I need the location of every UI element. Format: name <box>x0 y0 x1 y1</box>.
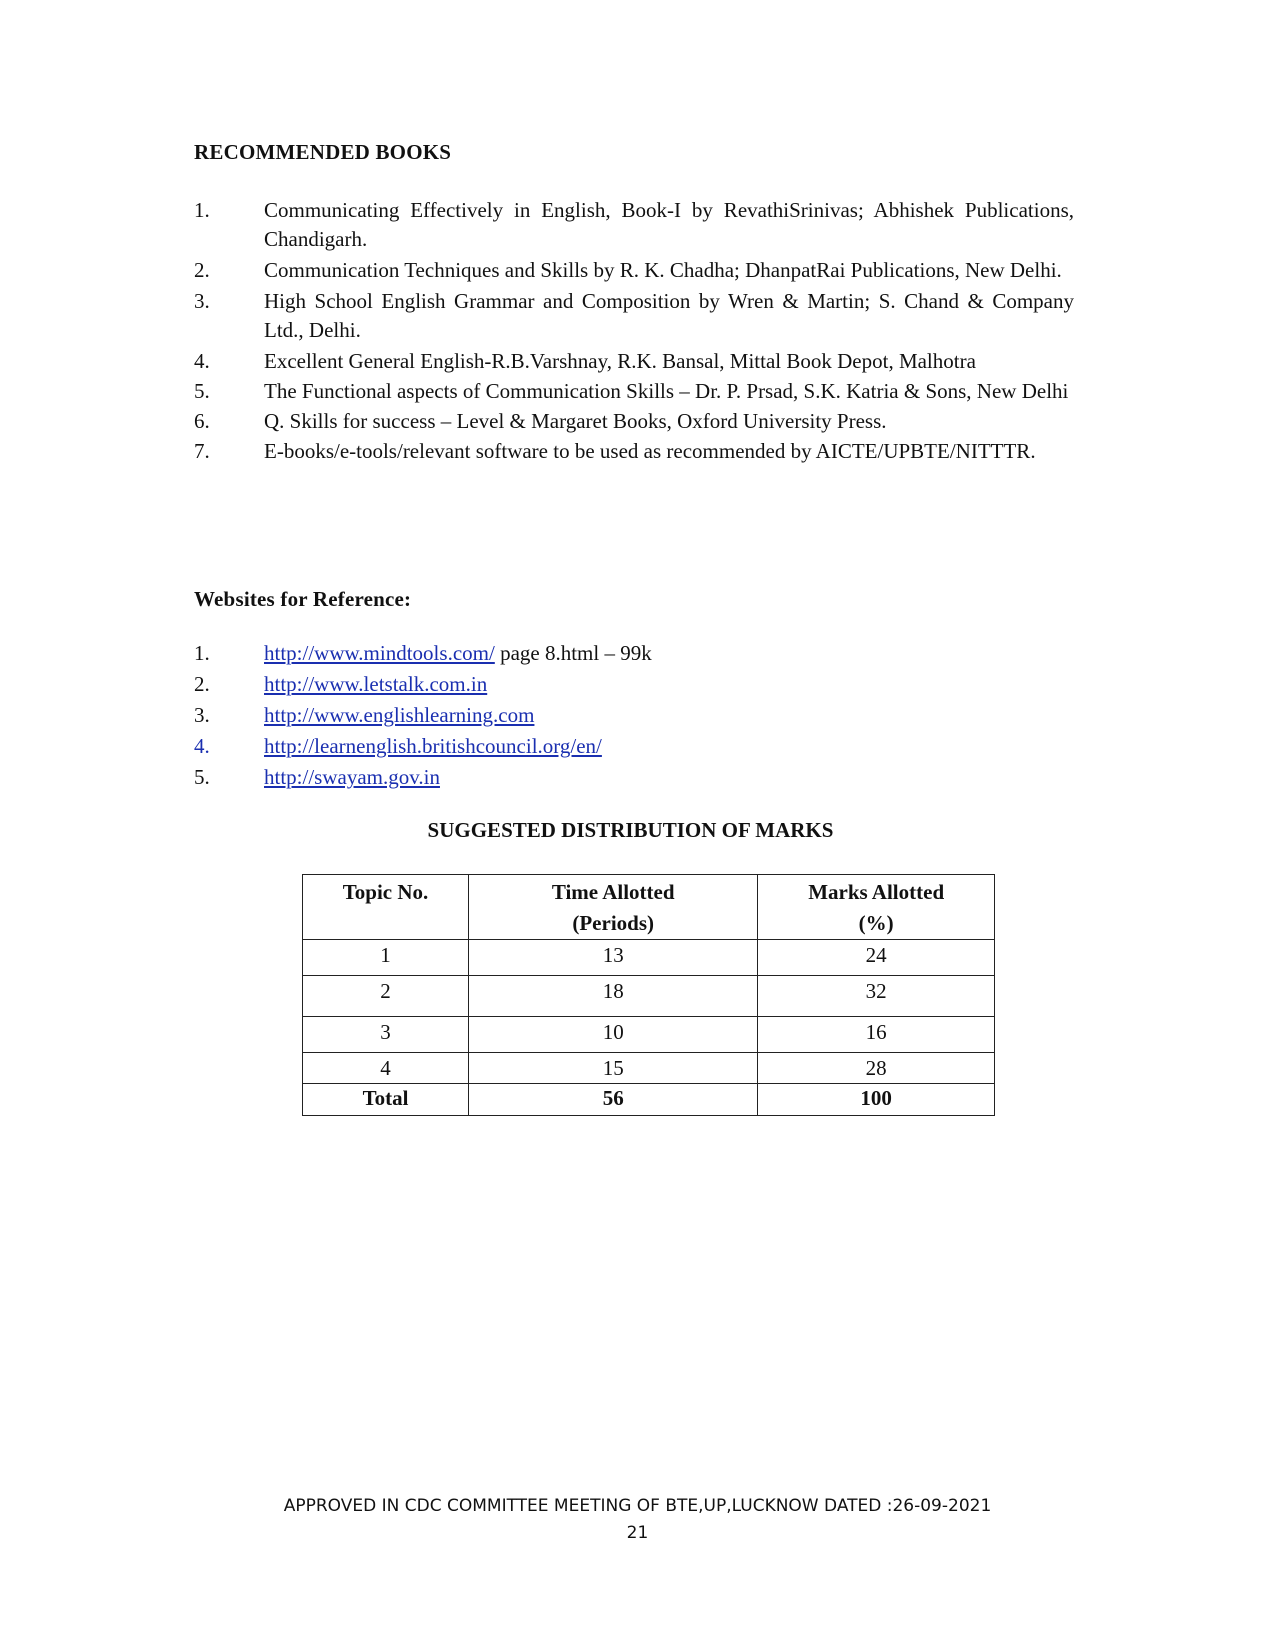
website-suffix: page 8.html – 99k <box>494 641 652 665</box>
cell-time: 15 <box>469 1053 758 1084</box>
cell-topic: 4 <box>303 1053 469 1084</box>
website-number: 3. <box>194 703 210 727</box>
book-text: Excellent General English-R.B.Varshnay, R.K. Bansal, Mittal Book Depot, Malhotra <box>264 349 976 373</box>
website-link[interactable]: http://swayam.gov.in <box>264 765 440 789</box>
book-text: Communication Techniques and Skills by R. K. Chadha; DhanpatRai Publications, New Delhi. <box>264 258 1062 282</box>
page-number: 21 <box>626 1523 649 1543</box>
book-item <box>194 437 1074 466</box>
book-text: The Functional aspects of Communication Skills – Dr. P. Prsad, S.K. Katria & Sons, New Delhi <box>264 379 1069 403</box>
book-item <box>194 287 1074 345</box>
cell-topic: 3 <box>303 1017 469 1053</box>
websites-list <box>194 638 1074 793</box>
table-header-row <box>303 875 995 940</box>
book-number: 5. <box>194 379 210 403</box>
table-row <box>303 1053 995 1084</box>
book-item <box>194 347 1074 376</box>
book-number: 1. <box>194 198 210 222</box>
website-item <box>194 762 1074 793</box>
cell-marks: 16 <box>758 1017 995 1053</box>
book-item <box>194 256 1074 285</box>
table-row <box>303 1017 995 1053</box>
website-item <box>194 638 1074 669</box>
total-label: Total <box>303 1084 469 1116</box>
website-number: 4. <box>194 734 210 758</box>
website-link[interactable]: http://www.letstalk.com.in <box>264 672 488 696</box>
book-number: 3. <box>194 289 210 313</box>
website-link[interactable]: http://learnenglish.britishcouncil.org/en/ <box>264 734 602 758</box>
cell-marks: 24 <box>758 940 995 976</box>
total-marks: 100 <box>758 1084 995 1116</box>
table-total-row <box>303 1084 995 1116</box>
website-link[interactable]: http://www.englishlearning.com <box>264 703 535 727</box>
header-time: Time Allotted (Periods) <box>469 875 758 940</box>
book-item <box>194 407 1074 436</box>
cell-marks: 28 <box>758 1053 995 1084</box>
total-time: 56 <box>469 1084 758 1116</box>
cell-topic: 1 <box>303 940 469 976</box>
recommended-books-heading: RECOMMENDED BOOKS <box>194 140 452 164</box>
website-item <box>194 700 1074 731</box>
book-item <box>194 377 1074 406</box>
website-number: 1. <box>194 641 210 665</box>
recommended-books-list <box>194 196 1074 467</box>
book-number: 7. <box>194 439 210 463</box>
cell-time: 10 <box>469 1017 758 1053</box>
websites-heading: Websites for Reference: <box>194 587 412 611</box>
cell-marks: 32 <box>758 976 995 1017</box>
book-text: High School English Grammar and Composition by Wren & Martin; S. Chand & Company Ltd., Delhi. <box>264 289 1074 342</box>
book-number: 4. <box>194 349 210 373</box>
book-number: 2. <box>194 258 210 282</box>
book-text: Communicating Effectively in English, Book-I by RevathiSrinivas; Abhishek Publications, Chandigarh. <box>264 198 1074 251</box>
marks-table-title: SUGGESTED DISTRIBUTION OF MARKS <box>427 818 834 842</box>
website-item <box>194 731 1074 762</box>
table-row <box>303 940 995 976</box>
book-text: E-books/e-tools/relevant software to be used as recommended by AICTE/UPBTE/NITTTR. <box>264 439 1036 463</box>
table-row <box>303 976 995 1017</box>
book-number: 6. <box>194 409 210 433</box>
header-marks: Marks Allotted (%) <box>758 875 995 940</box>
website-item <box>194 669 1074 700</box>
approval-footer: APPROVED IN CDC COMMITTEE MEETING OF BTE,UP,LUCKNOW DATED :26-09-2021 <box>283 1496 992 1516</box>
website-number: 5. <box>194 765 210 789</box>
header-topic: Topic No. <box>303 875 469 940</box>
marks-distribution-table <box>302 874 995 1116</box>
website-link[interactable]: http://www.mindtools.com/ <box>264 641 495 665</box>
book-text: Q. Skills for success – Level & Margaret Books, Oxford University Press. <box>264 409 887 433</box>
website-number: 2. <box>194 672 210 696</box>
book-item <box>194 196 1074 254</box>
cell-topic: 2 <box>303 976 469 1017</box>
cell-time: 13 <box>469 940 758 976</box>
cell-time: 18 <box>469 976 758 1017</box>
